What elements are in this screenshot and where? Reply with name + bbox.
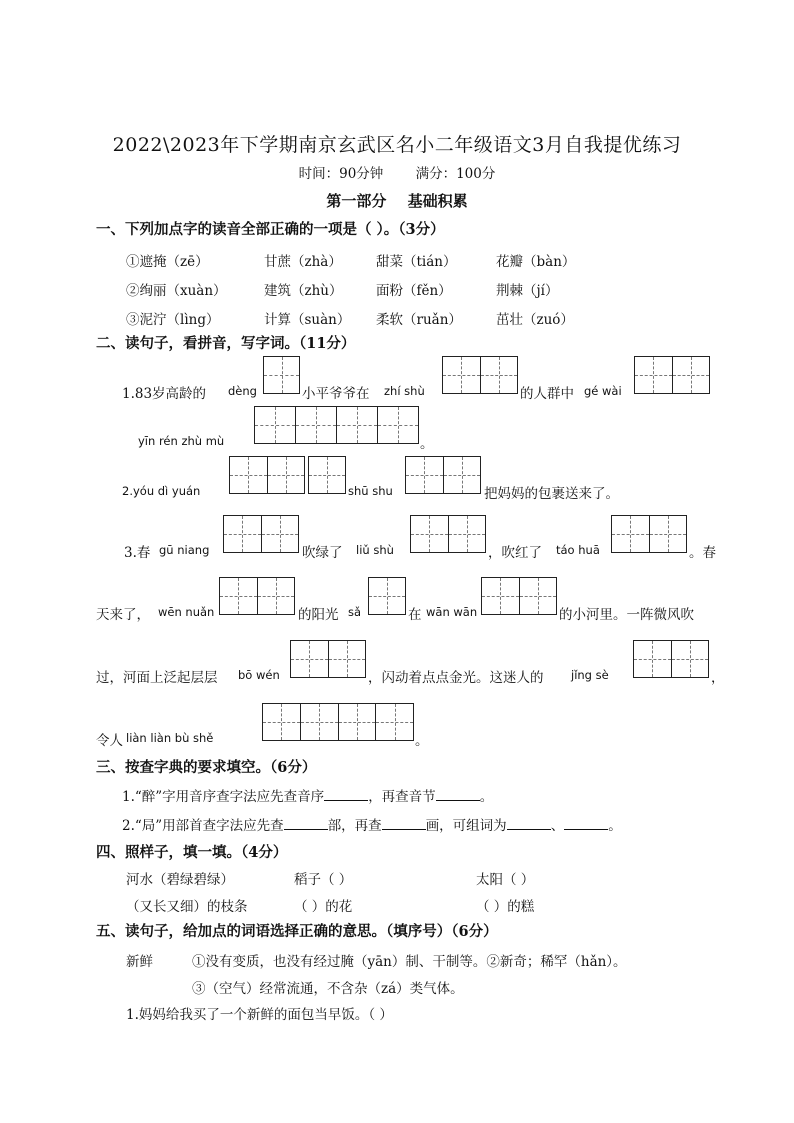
s2-text: 。 [420,436,434,452]
s3-text: 。 [479,789,494,805]
s1-item: ③泥泞（lìng） [126,312,220,328]
s1-item: 甜菜（tián） [376,254,457,270]
pinyin: 2.yóu dì yuán [122,484,201,498]
s3-text: 1.“醉”字用音序查字法应先查音序 [122,789,325,805]
writing-grid[interactable] [308,456,346,494]
page-title: 2022\2023年下学期南京玄武区名小二年级语文3月自我提优练习 [112,134,682,156]
pinyin: jǐng sè [571,668,609,682]
s3-text: 2.“局”用部首查字法应先查 [122,818,284,834]
pinyin: shū shu [348,484,393,498]
section-4-heading: 四、照样子，填一填。（4分） [96,844,288,861]
pinyin: wēn nuǎn [158,605,215,619]
s1-item: 花瓣（bàn） [496,254,576,270]
s2-text: 的人群中 [520,386,574,402]
exam-time: 时间：90分钟 [298,166,384,182]
part-name: 基础积累 [407,192,468,210]
section-3-heading: 三、按查字典的要求填空。（6分） [96,759,317,776]
writing-grid[interactable] [229,456,305,494]
writing-grid[interactable] [219,577,295,615]
answer-blank[interactable] [564,815,608,830]
pinyin: gé wài [584,384,622,398]
s5-word: 新鲜 [126,954,153,970]
answer-blank[interactable] [507,815,551,830]
writing-grid[interactable] [223,515,299,553]
pinyin: bō wén [238,668,280,682]
s2-text: 的阳光 [298,607,339,623]
pinyin: gū niang [159,543,210,557]
pinyin: wān wān [426,605,478,619]
s4-row [126,895,534,915]
s4-row [126,868,534,888]
s4-item: 稻子（ ） [294,872,353,888]
writing-grid[interactable] [254,406,419,444]
s4-item: （又长又细）的枝条 [126,899,248,915]
pinyin: liǔ shù [356,543,394,557]
s4-item: 太阳（ ） [476,872,535,888]
s4-item: 河水（碧绿碧绿） [126,872,234,888]
s1-item: 计算（suàn） [264,312,351,328]
s5-question: 1.妈妈给我买了一个新鲜的面包当早饭。（ ） [126,1007,393,1023]
writing-grid[interactable] [611,515,687,553]
pinyin: liàn liàn bù shě [126,731,214,745]
s2-text: 令人 [96,733,123,749]
s3-text: 。 [608,818,622,834]
writing-grid[interactable] [633,640,709,678]
exam-score: 满分：100分 [415,166,496,182]
s1-item: 面粉（fěn） [376,283,452,299]
section-2-heading: 二、读句子，看拼音，写字词。（11分） [96,335,356,352]
s2-text: 3.春 [124,545,151,561]
section-5-heading: 五、读句子，给加点的词语选择正确的意思。（填序号）（6分） [96,923,498,940]
s1-option-row [126,279,559,299]
s2-text: 过，河面上泛起层层 [96,670,218,686]
writing-grid[interactable] [481,577,557,615]
s1-item: ①遮掩（zē） [126,254,209,270]
part-number: 第一部分 [326,192,387,210]
s2-text: 。春 [689,545,716,561]
s2-text: 吹绿了 [302,545,343,561]
answer-blank[interactable] [324,786,368,801]
s2-text: ， [711,670,725,686]
answer-blank[interactable] [436,786,480,801]
pinyin: sǎ [348,605,362,619]
s3-text: 部，再查 [327,818,382,834]
writing-grid[interactable] [368,577,406,615]
writing-grid[interactable] [410,515,486,553]
s1-item: 甘蔗（zhà） [264,254,342,270]
section-1-heading: 一、下列加点字的读音全部正确的一项是（ ）。（3分） [96,221,445,238]
exam-info [0,162,794,182]
answer-blank[interactable] [284,815,328,830]
s1-item: 荆棘（jí） [496,283,559,299]
s4-item: （ ）的花 [294,899,353,915]
s5-definition: ③（空气）经常流通，不含杂（zá）类气体。 [192,981,464,997]
answer-blank[interactable] [382,815,426,830]
pinyin: táo huā [556,543,600,557]
s3-text: 、 [550,818,565,834]
s2-text: 的小河里。一阵微风吹 [559,607,694,623]
s3-line-2 [122,814,622,834]
s1-item: 建筑（zhù） [264,283,343,299]
pinyin: zhí shù [384,384,425,398]
s3-line-1 [122,785,493,805]
pinyin: yīn rén zhù mù [138,434,225,448]
s2-text: 在 [408,607,422,623]
pinyin: dèng [228,384,257,398]
s1-option-row [126,250,575,270]
s3-text: 画，可组词为 [425,818,507,834]
writing-grid[interactable] [262,703,414,741]
writing-grid[interactable] [405,456,481,494]
writing-grid[interactable] [263,356,300,394]
writing-grid[interactable] [290,640,366,678]
s3-text: ，再查音节 [368,789,436,805]
s2-text: 天来了， [96,607,150,623]
writing-grid[interactable] [634,356,710,394]
s1-item: 茁壮（zuó） [496,312,574,328]
s2-text: ，吹红了 [488,545,542,561]
s2-text: 。 [415,733,429,749]
s1-item: ②绚丽（xuàn） [126,283,227,299]
s1-item: 柔软（ruǎn） [376,312,462,328]
writing-grid[interactable] [442,356,518,394]
s2-text: 小平爷爷在 [302,386,370,402]
s2-text: ，闪动着点点金光。这迷人的 [368,670,544,686]
s1-option-row [126,308,574,328]
part-heading [0,190,794,211]
s2-text: 把妈妈的包裹送来了。 [484,486,619,502]
s5-definition: ①没有变质，也没有经过腌（yān）制、干制等。②新奇；稀罕（hǎn）。 [192,954,627,970]
s4-item: （ ）的糕 [476,899,535,915]
s2-text: 1.83岁高龄的 [122,386,207,402]
